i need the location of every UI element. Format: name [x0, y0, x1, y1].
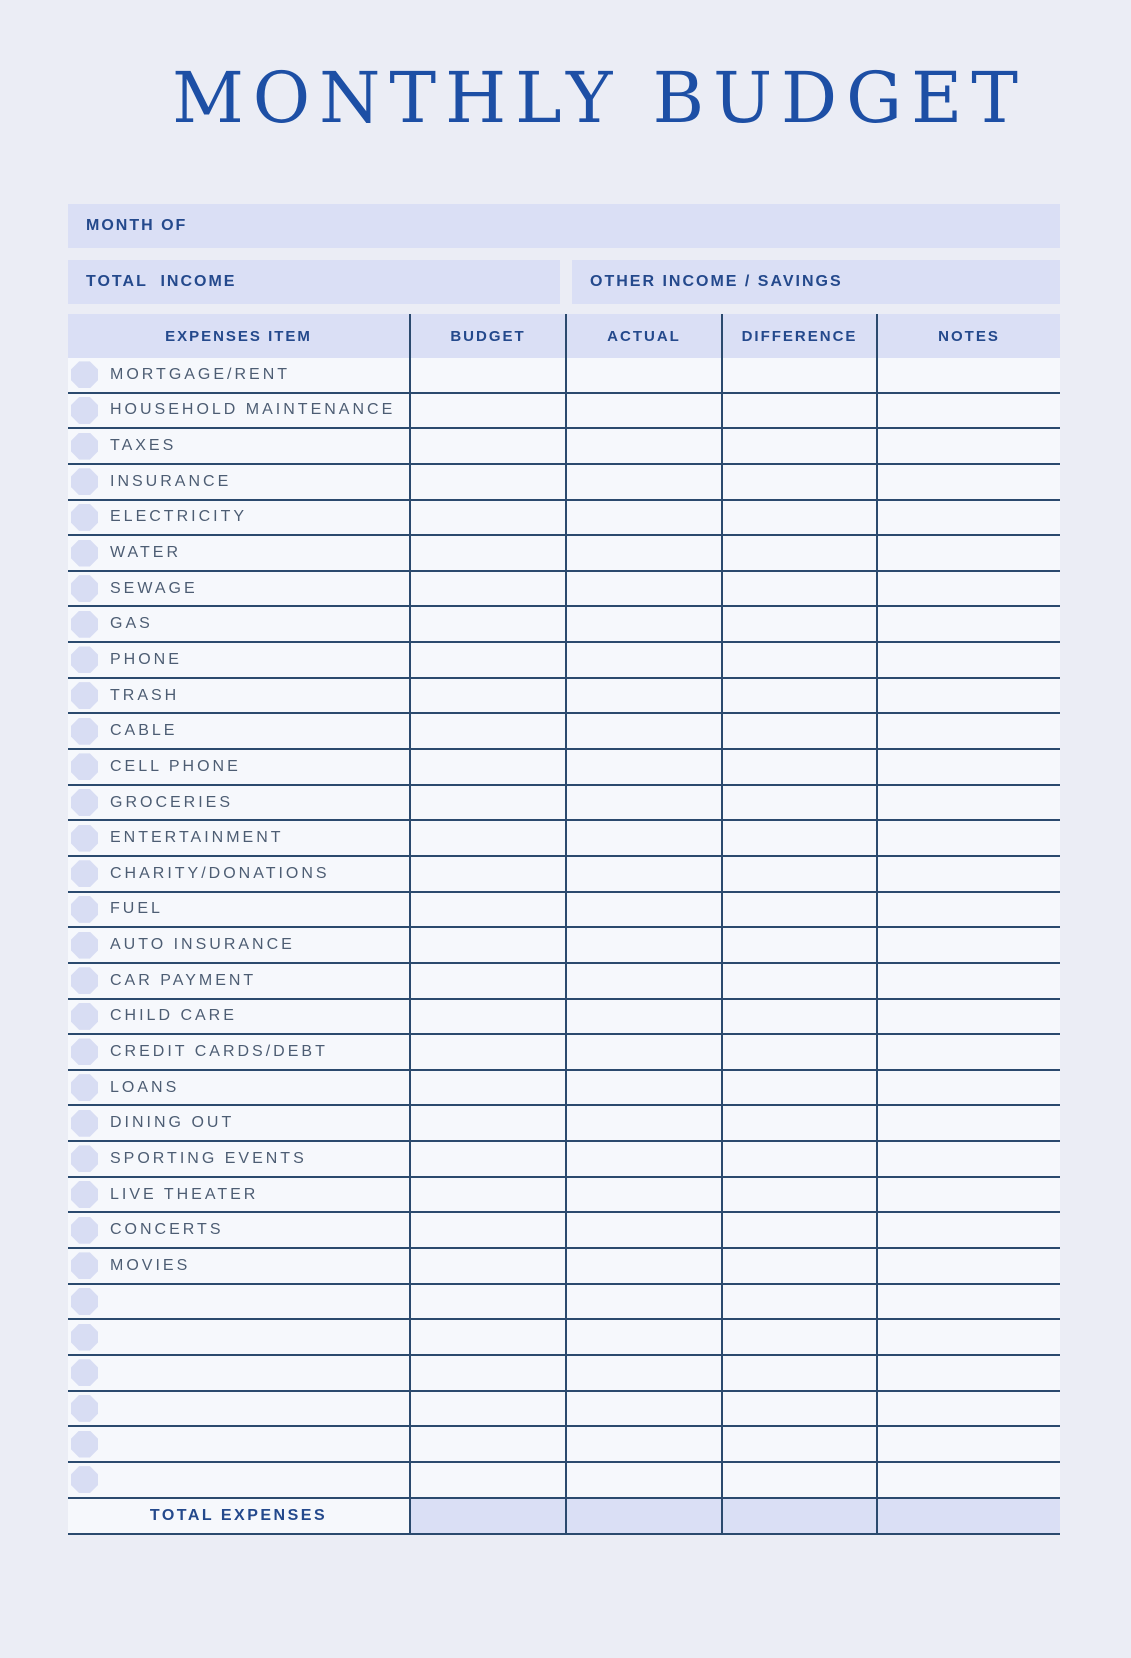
table-row [68, 1000, 1060, 1036]
total-expenses-row [68, 1499, 1060, 1535]
expense-item-cell [68, 429, 409, 463]
expense-item-label: FUEL [110, 900, 163, 918]
expense-item-label: AUTO INSURANCE [110, 936, 295, 954]
notes-cell[interactable] [876, 1392, 1060, 1426]
total-expenses-label: TOTAL EXPENSES [149, 1506, 328, 1524]
expense-item-label: MOVIES [110, 1256, 191, 1274]
table-row [68, 358, 1060, 394]
actual-cell[interactable] [565, 821, 721, 855]
difference-cell[interactable] [721, 429, 876, 463]
budget-cell[interactable] [409, 821, 565, 855]
octagon-bullet-icon [71, 1181, 98, 1208]
notes-cell[interactable] [876, 1106, 1060, 1140]
header-actual: ACTUAL [565, 314, 721, 358]
expense-item-cell[interactable] [68, 1285, 409, 1319]
expense-item-cell [68, 786, 409, 820]
difference-cell[interactable] [721, 1320, 876, 1354]
table-row [68, 1320, 1060, 1356]
expense-item-label: CHARITY/DONATIONS [110, 864, 330, 882]
actual-cell[interactable] [565, 786, 721, 820]
budget-cell[interactable] [409, 1000, 565, 1034]
difference-cell[interactable] [721, 1392, 876, 1426]
actual-cell[interactable] [565, 857, 721, 891]
expense-item-cell [68, 1106, 409, 1140]
notes-cell[interactable] [876, 1178, 1060, 1212]
budget-cell[interactable] [409, 536, 565, 570]
actual-cell[interactable] [565, 643, 721, 677]
expense-item-label: CABLE [110, 722, 178, 740]
table-row [68, 1035, 1060, 1071]
difference-cell[interactable] [721, 1356, 876, 1390]
notes-cell[interactable] [876, 786, 1060, 820]
octagon-bullet-icon [71, 646, 98, 673]
table-row [68, 964, 1060, 1000]
table-row [68, 1178, 1060, 1214]
header-notes: NOTES [876, 314, 1060, 358]
difference-cell[interactable] [721, 1285, 876, 1319]
budget-cell[interactable] [409, 1427, 565, 1461]
expense-item-cell [68, 821, 409, 855]
budget-cell[interactable] [409, 358, 565, 392]
total-notes-cell[interactable] [876, 1499, 1060, 1533]
actual-cell[interactable] [565, 572, 721, 606]
expense-item-cell [68, 857, 409, 891]
actual-cell[interactable] [565, 501, 721, 535]
total-difference-cell[interactable] [721, 1499, 876, 1533]
table-row [68, 1142, 1060, 1178]
expense-item-label: CONCERTS [110, 1221, 224, 1239]
expense-item-label: MORTGAGE/RENT [110, 365, 291, 383]
octagon-bullet-icon [71, 575, 98, 602]
expense-item-cell [68, 643, 409, 677]
budget-cell[interactable] [409, 1071, 565, 1105]
octagon-bullet-icon [71, 1324, 98, 1351]
expense-item-label: LIVE THEATER [110, 1185, 259, 1203]
difference-cell[interactable] [721, 1213, 876, 1247]
expense-item-cell [68, 358, 409, 392]
income-section [68, 260, 1060, 304]
expense-item-cell [68, 1000, 409, 1034]
budget-cell[interactable] [409, 643, 565, 677]
notes-cell[interactable] [876, 893, 1060, 927]
notes-cell[interactable] [876, 501, 1060, 535]
difference-cell[interactable] [721, 1249, 876, 1283]
expense-item-cell[interactable] [68, 1356, 409, 1390]
difference-cell[interactable] [721, 501, 876, 535]
expense-item-cell [68, 536, 409, 570]
budget-cell[interactable] [409, 1463, 565, 1497]
notes-cell[interactable] [876, 358, 1060, 392]
table-row [68, 750, 1060, 786]
expense-item-cell [68, 465, 409, 499]
budget-cell[interactable] [409, 1178, 565, 1212]
actual-cell[interactable] [565, 714, 721, 748]
total-actual-cell[interactable] [565, 1499, 721, 1533]
budget-cell[interactable] [409, 750, 565, 784]
actual-cell[interactable] [565, 1071, 721, 1105]
actual-cell[interactable] [565, 928, 721, 962]
budget-cell[interactable] [409, 607, 565, 641]
table-row [68, 679, 1060, 715]
actual-cell[interactable] [565, 394, 721, 428]
expense-item-cell [68, 1213, 409, 1247]
expense-item-cell [68, 1249, 409, 1283]
budget-cell[interactable] [409, 1356, 565, 1390]
expense-item-cell [68, 1178, 409, 1212]
octagon-bullet-icon [71, 753, 98, 780]
actual-cell[interactable] [565, 1320, 721, 1354]
table-row [68, 1249, 1060, 1285]
header-budget: BUDGET [409, 314, 565, 358]
expense-item-cell [68, 714, 409, 748]
table-row [68, 536, 1060, 572]
difference-cell[interactable] [721, 1463, 876, 1497]
difference-cell[interactable] [721, 857, 876, 891]
expense-item-cell [68, 572, 409, 606]
notes-cell[interactable] [876, 607, 1060, 641]
table-row [68, 1392, 1060, 1428]
notes-cell[interactable] [876, 857, 1060, 891]
expense-item-cell [68, 964, 409, 998]
budget-cell[interactable] [409, 857, 565, 891]
notes-cell[interactable] [876, 928, 1060, 962]
budget-cell[interactable] [409, 1320, 565, 1354]
table-row [68, 714, 1060, 750]
difference-cell[interactable] [721, 821, 876, 855]
notes-cell[interactable] [876, 1463, 1060, 1497]
notes-cell[interactable] [876, 679, 1060, 713]
difference-cell[interactable] [721, 893, 876, 927]
header-expenses-item: EXPENSES ITEM [165, 327, 312, 345]
expense-item-cell[interactable] [68, 1320, 409, 1354]
expense-item-label: CELL PHONE [110, 757, 241, 775]
other-income-savings-field[interactable] [572, 260, 1060, 304]
notes-cell[interactable] [876, 1356, 1060, 1390]
expense-item-label: PHONE [110, 650, 182, 668]
table-row [68, 786, 1060, 822]
expense-item-label: HOUSEHOLD MAINTENANCE [110, 401, 396, 419]
expense-item-label: CREDIT CARDS/DEBT [110, 1042, 328, 1060]
octagon-bullet-icon [71, 896, 98, 923]
expenses-table-body [68, 358, 1060, 1499]
notes-cell[interactable] [876, 1142, 1060, 1176]
expense-item-label: GROCERIES [110, 793, 234, 811]
octagon-bullet-icon [71, 361, 98, 388]
octagon-bullet-icon [71, 967, 98, 994]
table-row [68, 501, 1060, 537]
total-budget-cell[interactable] [409, 1499, 565, 1533]
budget-cell[interactable] [409, 429, 565, 463]
actual-cell[interactable] [565, 1285, 721, 1319]
expense-item-cell[interactable] [68, 1392, 409, 1426]
actual-cell[interactable] [565, 679, 721, 713]
expense-item-label: INSURANCE [110, 472, 232, 490]
actual-cell[interactable] [565, 465, 721, 499]
notes-cell[interactable] [876, 643, 1060, 677]
notes-cell[interactable] [876, 1000, 1060, 1034]
octagon-bullet-icon [71, 1003, 98, 1030]
octagon-bullet-icon [71, 397, 98, 424]
notes-cell[interactable] [876, 1427, 1060, 1461]
octagon-bullet-icon [71, 433, 98, 460]
notes-cell[interactable] [876, 964, 1060, 998]
actual-cell[interactable] [565, 1427, 721, 1461]
actual-cell[interactable] [565, 1000, 721, 1034]
table-row [68, 821, 1060, 857]
expense-item-label: DINING OUT [110, 1114, 235, 1132]
month-of-field[interactable] [68, 204, 1060, 248]
budget-cell[interactable] [409, 501, 565, 535]
octagon-bullet-icon [71, 611, 98, 638]
table-row [68, 857, 1060, 893]
actual-cell[interactable] [565, 1392, 721, 1426]
budget-cell[interactable] [409, 572, 565, 606]
octagon-bullet-icon [71, 1145, 98, 1172]
expenses-table [68, 314, 1060, 1535]
octagon-bullet-icon [71, 789, 98, 816]
octagon-bullet-icon [71, 825, 98, 852]
actual-cell[interactable] [565, 429, 721, 463]
actual-cell[interactable] [565, 1213, 721, 1247]
actual-cell[interactable] [565, 1142, 721, 1176]
page-title: MONTHLY BUDGET [172, 57, 1027, 139]
actual-cell[interactable] [565, 1463, 721, 1497]
octagon-bullet-icon [71, 1288, 98, 1315]
budget-page [0, 58, 1131, 1658]
expense-item-cell [68, 501, 409, 535]
notes-cell[interactable] [876, 750, 1060, 784]
total-income-label: TOTAL INCOME [86, 273, 237, 290]
table-row [68, 643, 1060, 679]
octagon-bullet-icon [71, 1110, 98, 1137]
octagon-bullet-icon [71, 468, 98, 495]
notes-cell[interactable] [876, 1213, 1060, 1247]
octagon-bullet-icon [71, 860, 98, 887]
notes-cell[interactable] [876, 1285, 1060, 1319]
actual-cell[interactable] [565, 607, 721, 641]
table-row [68, 607, 1060, 643]
notes-cell[interactable] [876, 1249, 1060, 1283]
budget-cell[interactable] [409, 1285, 565, 1319]
expense-item-cell [68, 928, 409, 962]
notes-cell[interactable] [876, 394, 1060, 428]
notes-cell[interactable] [876, 1035, 1060, 1069]
budget-cell[interactable] [409, 893, 565, 927]
difference-cell[interactable] [721, 394, 876, 428]
difference-cell[interactable] [721, 1427, 876, 1461]
actual-cell[interactable] [565, 1249, 721, 1283]
table-row [68, 893, 1060, 929]
expense-item-cell [68, 1071, 409, 1105]
difference-cell[interactable] [721, 750, 876, 784]
expense-item-label: ELECTRICITY [110, 508, 248, 526]
actual-cell[interactable] [565, 1106, 721, 1140]
difference-cell[interactable] [721, 714, 876, 748]
notes-cell[interactable] [876, 572, 1060, 606]
actual-cell[interactable] [565, 536, 721, 570]
difference-cell[interactable] [721, 572, 876, 606]
budget-cell[interactable] [409, 1106, 565, 1140]
actual-cell[interactable] [565, 1178, 721, 1212]
expense-item-label: CHILD CARE [110, 1007, 237, 1025]
octagon-bullet-icon [71, 1466, 98, 1493]
notes-cell[interactable] [876, 465, 1060, 499]
expense-item-cell [68, 607, 409, 641]
octagon-bullet-icon [71, 1252, 98, 1279]
difference-cell[interactable] [721, 928, 876, 962]
expense-item-cell [68, 679, 409, 713]
expense-item-cell[interactable] [68, 1463, 409, 1497]
actual-cell[interactable] [565, 358, 721, 392]
actual-cell[interactable] [565, 750, 721, 784]
octagon-bullet-icon [71, 1359, 98, 1386]
table-row [68, 572, 1060, 608]
table-row [68, 1356, 1060, 1392]
month-of-label: MONTH OF [86, 217, 188, 234]
table-row [68, 1285, 1060, 1321]
expenses-table-header-row [68, 314, 1060, 358]
octagon-bullet-icon [71, 1038, 98, 1065]
budget-cell[interactable] [409, 786, 565, 820]
budget-cell[interactable] [409, 1213, 565, 1247]
expense-item-label: TRASH [110, 686, 180, 704]
octagon-bullet-icon [71, 1431, 98, 1458]
difference-cell[interactable] [721, 643, 876, 677]
octagon-bullet-icon [71, 932, 98, 959]
octagon-bullet-icon [71, 1395, 98, 1422]
budget-cell[interactable] [409, 714, 565, 748]
expense-item-cell[interactable] [68, 1427, 409, 1461]
octagon-bullet-icon [71, 682, 98, 709]
expense-item-cell [68, 394, 409, 428]
table-row [68, 1463, 1060, 1499]
table-row [68, 1427, 1060, 1463]
difference-cell[interactable] [721, 1106, 876, 1140]
actual-cell[interactable] [565, 1356, 721, 1390]
budget-cell[interactable] [409, 465, 565, 499]
difference-cell[interactable] [721, 1071, 876, 1105]
expense-item-label: WATER [110, 544, 181, 562]
octagon-bullet-icon [71, 718, 98, 745]
expense-item-label: TAXES [110, 437, 177, 455]
table-row [68, 1071, 1060, 1107]
budget-cell[interactable] [409, 1392, 565, 1426]
expense-item-label: CAR PAYMENT [110, 971, 257, 989]
notes-cell[interactable] [876, 1320, 1060, 1354]
budget-cell[interactable] [409, 1142, 565, 1176]
budget-cell[interactable] [409, 1035, 565, 1069]
difference-cell[interactable] [721, 358, 876, 392]
budget-cell[interactable] [409, 928, 565, 962]
octagon-bullet-icon [71, 1217, 98, 1244]
difference-cell[interactable] [721, 1000, 876, 1034]
expense-item-cell [68, 1035, 409, 1069]
notes-cell[interactable] [876, 1071, 1060, 1105]
table-row [68, 465, 1060, 501]
expense-item-cell [68, 1142, 409, 1176]
difference-cell[interactable] [721, 465, 876, 499]
table-row [68, 1213, 1060, 1249]
actual-cell[interactable] [565, 893, 721, 927]
table-row [68, 928, 1060, 964]
octagon-bullet-icon [71, 504, 98, 531]
notes-cell[interactable] [876, 429, 1060, 463]
notes-cell[interactable] [876, 821, 1060, 855]
octagon-bullet-icon [71, 1074, 98, 1101]
expense-item-label: LOANS [110, 1078, 180, 1096]
other-income-savings-label: OTHER INCOME / SAVINGS [590, 273, 843, 290]
difference-cell[interactable] [721, 964, 876, 998]
difference-cell[interactable] [721, 786, 876, 820]
difference-cell[interactable] [721, 1178, 876, 1212]
table-row [68, 1106, 1060, 1142]
expense-item-cell [68, 750, 409, 784]
difference-cell[interactable] [721, 1142, 876, 1176]
budget-cell[interactable] [409, 394, 565, 428]
expense-item-label: SEWAGE [110, 579, 198, 597]
difference-cell[interactable] [721, 1035, 876, 1069]
budget-cell[interactable] [409, 964, 565, 998]
difference-cell[interactable] [721, 679, 876, 713]
notes-cell[interactable] [876, 536, 1060, 570]
expense-item-label: ENTERTAINMENT [110, 829, 284, 847]
expense-item-cell [68, 893, 409, 927]
difference-cell[interactable] [721, 536, 876, 570]
table-row [68, 429, 1060, 465]
difference-cell[interactable] [721, 607, 876, 641]
expense-item-label: SPORTING EVENTS [110, 1149, 307, 1167]
notes-cell[interactable] [876, 714, 1060, 748]
octagon-bullet-icon [71, 540, 98, 567]
budget-cell[interactable] [409, 1249, 565, 1283]
table-row [68, 394, 1060, 430]
actual-cell[interactable] [565, 1035, 721, 1069]
expense-item-label: GAS [110, 615, 153, 633]
total-income-field[interactable] [68, 260, 560, 304]
budget-cell[interactable] [409, 679, 565, 713]
header-difference: DIFFERENCE [721, 314, 876, 358]
actual-cell[interactable] [565, 964, 721, 998]
